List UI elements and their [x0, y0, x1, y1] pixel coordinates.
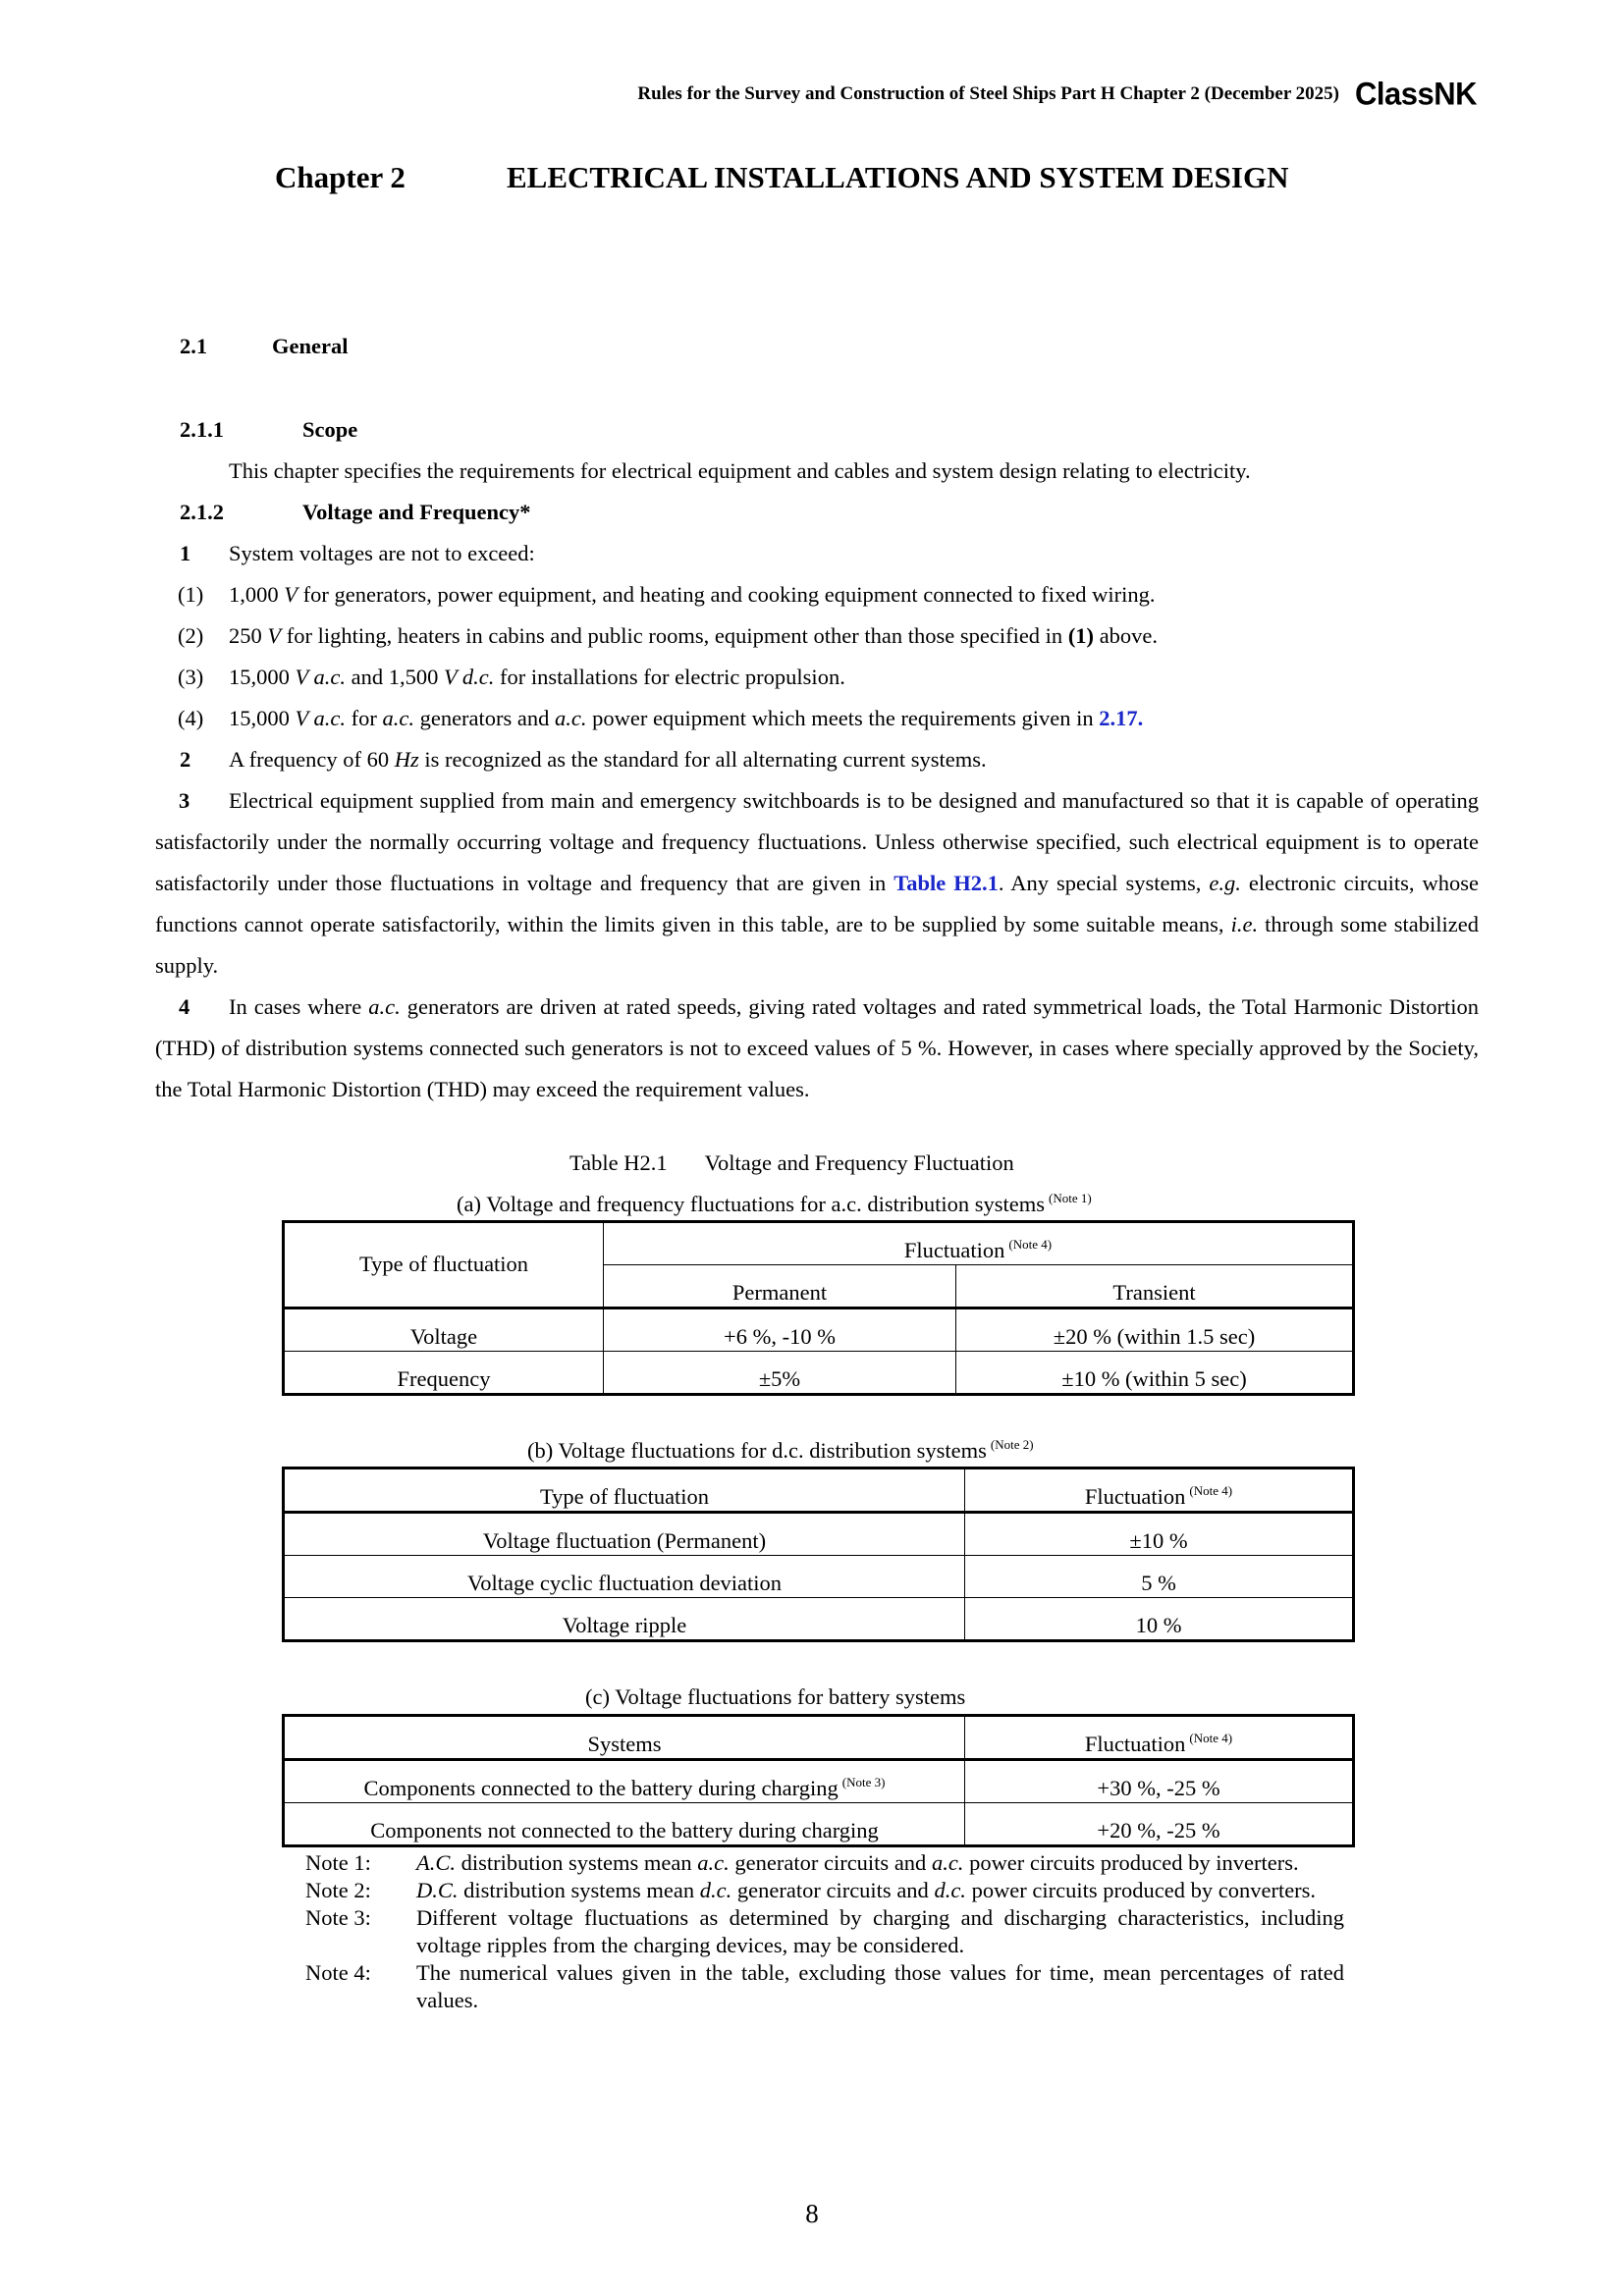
table-b: [282, 1467, 1355, 1642]
note-item: Note 1: A.C. distribution systems mean a.c. generator circuits and a.c. power circuits produced by inverters.: [305, 1850, 1299, 1875]
list-item-number: (3): [178, 665, 204, 689]
table-row: Voltage ripple 10 %: [284, 1598, 1354, 1641]
subsection-title-voltage-frequency: Voltage and Frequency*: [302, 500, 531, 524]
paragraph-4: 4 In cases where a.c. generators are driven at rated speeds, giving rated voltages and rated symmetrical loads, the Total Harmonic Distortion (THD) of distribution systems connected such generators is not to exceed values of 5 %. However, in cases where specially approved by the Society, the Total Harmonic Distortion (THD) may exceed the requirement values.: [155, 994, 1479, 1101]
paragraph-text: System voltages are not to exceed:: [229, 541, 535, 565]
link-table-h2-1[interactable]: Table H2.1: [893, 871, 999, 895]
list-item-number: (4): [178, 706, 204, 730]
header-cell: Fluctuation $^{(Note 4)}$: [604, 1222, 1354, 1265]
scope-text: This chapter specifies the requirements for electrical equipment and cables and system design relating to electricity.: [229, 458, 1251, 483]
subsection-title-scope: Scope: [302, 417, 358, 442]
section-number: 2.1: [180, 334, 208, 358]
paragraph-text: A frequency of 60 Hz is recognized as the standard for all alternating current systems.: [229, 747, 987, 772]
table-row: Frequency ±5% ±10 % (within 5 sec): [284, 1352, 1354, 1395]
header-title: Rules for the Survey and Construction of Steel Ships Part H Chapter 2 (December 2025): [637, 83, 1339, 104]
list-item: 250 V for lighting, heaters in cabins and public rooms, equipment other than those specified in (1) above.: [229, 623, 1159, 648]
header-cell: Type of fluctuation: [284, 1222, 604, 1308]
table-row: Components not connected to the battery during charging +20 %, -25 %: [284, 1803, 1354, 1846]
note-item: Note 2: D.C. distribution systems mean d.c. generator circuits and d.c. power circuits produced by converters.: [305, 1878, 1317, 1902]
table-c-caption: (c) Voltage fluctuations for battery systems: [585, 1684, 966, 1709]
header-cell: Systems: [284, 1716, 965, 1760]
classnk-logo: ClassNK: [1355, 76, 1477, 112]
list-item: 1,000 V for generators, power equipment, and heating and cooking equipment connected to fixed wiring.: [229, 582, 1156, 607]
list-item-number: (2): [178, 623, 204, 648]
table-caption: Table H2.1 Voltage and Frequency Fluctuation: [569, 1150, 1014, 1175]
paragraph-number: 1: [180, 541, 191, 565]
chapter-title: ELECTRICAL INSTALLATIONS AND SYSTEM DESIGN: [507, 160, 1289, 194]
table-a: [282, 1220, 1355, 1396]
list-item: 15,000 V a.c. for a.c. generators and a.c. power equipment which meets the requirements given in 2.17.: [229, 706, 1144, 730]
chapter-heading: [275, 160, 1288, 195]
header-cell: Permanent: [604, 1265, 956, 1308]
header-cell: Type of fluctuation: [284, 1468, 965, 1513]
table-row: Components connected to the battery during charging $^{(Note 3)}$ +30 %, -25 %: [284, 1760, 1354, 1803]
note-item: Note 3: Different voltage fluctuations as determined by charging and discharging characteristics, including voltage ripples from the charging devices, may be considered.: [305, 1905, 1344, 1957]
table-row: Voltage cyclic fluctuation deviation 5 %: [284, 1556, 1354, 1598]
list-item: 15,000 V a.c. and 1,500 V d.c. for installations for electric propulsion.: [229, 665, 845, 689]
header-cell: Fluctuation $^{(Note 4)}$: [965, 1716, 1354, 1760]
section-title: General: [272, 334, 349, 358]
subsection-number-2-1-1: 2.1.1: [180, 417, 224, 442]
table-notes: [305, 1849, 1344, 2014]
chapter-number: Chapter 2: [275, 160, 406, 194]
header-cell: Transient: [956, 1265, 1354, 1308]
table-row: Voltage +6 %, -10 % ±20 % (within 1.5 sec): [284, 1308, 1354, 1352]
list-item-number: (1): [178, 582, 204, 607]
table-row: Voltage fluctuation (Permanent) ±10 %: [284, 1513, 1354, 1556]
table-b-caption: (b) Voltage fluctuations for d.c. distribution systems $^{(Note 2)}$: [527, 1437, 1034, 1463]
subsection-number-2-1-2: 2.1.2: [180, 500, 224, 524]
paragraph-number: 2: [180, 747, 191, 772]
note-item: Note 4: The numerical values given in the table, excluding those values for time, mean percentages of rated values.: [305, 1960, 1344, 2012]
header-cell: Fluctuation $^{(Note 4)}$: [965, 1468, 1354, 1513]
page-number: 8: [805, 2199, 819, 2228]
table-c: [282, 1714, 1355, 1847]
running-header: [637, 77, 1477, 112]
table-a-caption: (a) Voltage and frequency fluctuations for a.c. distribution systems $^{(Note 1)}$: [457, 1191, 1092, 1216]
link-2-17[interactable]: 2.17.: [1099, 706, 1144, 730]
paragraph-3: 3 Electrical equipment supplied from main and emergency switchboards is to be designed and manufactured so that it is capable of operating satisfactorily under the normally occurring voltage and frequency fluctuations. Unless otherwise specified, such electrical equipment is to operate satisfactorily under those fluctuations in voltage and frequency that are given in Table H2.1. Any special systems, e.g. electronic circuits, whose functions cannot operate satisfactorily, within the limits given in this table, are to be supplied by some suitable means, i.e. through some stabilized supply.: [155, 788, 1479, 978]
